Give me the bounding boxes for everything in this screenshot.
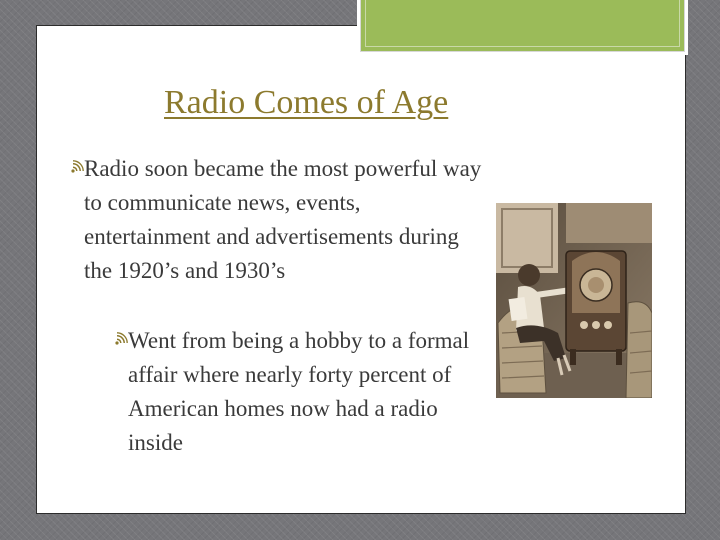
accent-tab-inner-border [365, 0, 680, 47]
accent-tab [360, 0, 685, 52]
bullet-level-1: Radio soon became the most powerful way to communicate news, events, entertainment and advertisements during the 1920’s and 1930’s [84, 156, 482, 283]
wifi-arc-bullet-icon [70, 160, 84, 174]
slide-title: Radio Comes of Age [164, 84, 449, 121]
bullet-level-2: Went from being a hobby to a formal affair where nearly forty percent of American homes now had a radio inside [128, 328, 470, 455]
vintage-photo-woman-tuning-radio [496, 203, 652, 398]
wifi-arc-bullet-icon [114, 332, 128, 346]
